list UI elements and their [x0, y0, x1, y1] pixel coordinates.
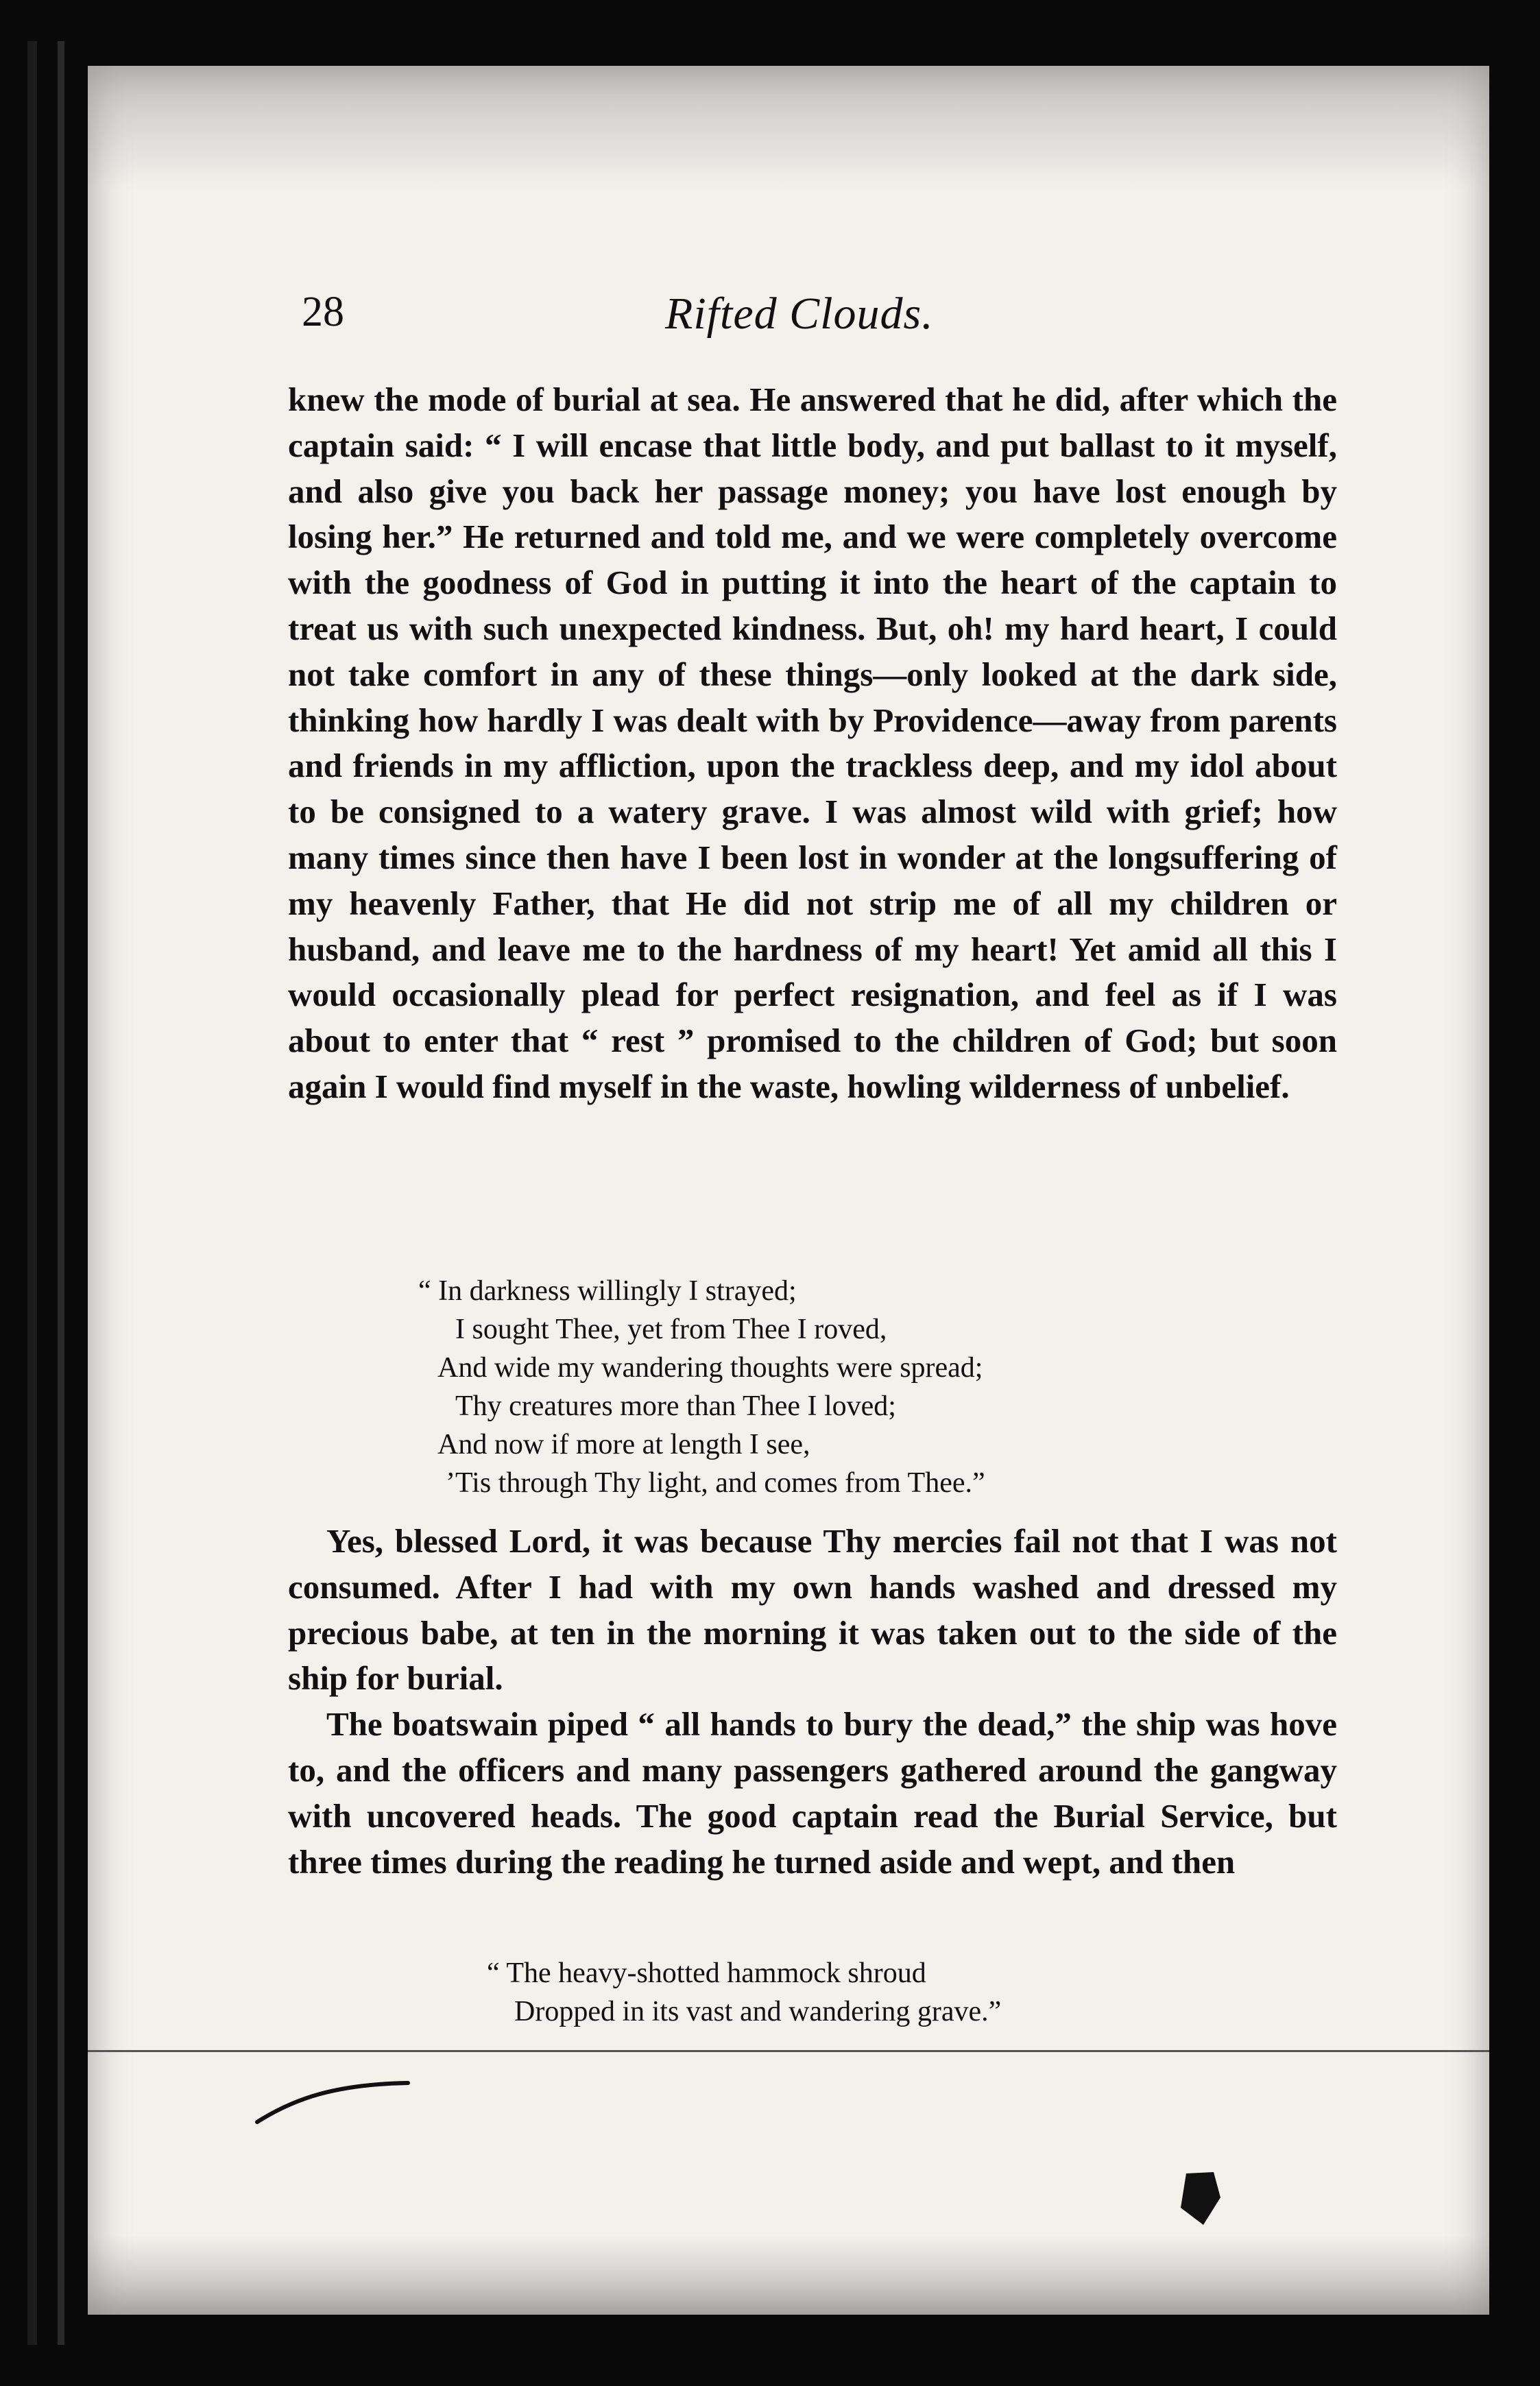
ink-blot-mark — [1172, 2167, 1227, 2228]
body-text-bottom — [288, 1519, 1337, 1885]
scan-shadow-top — [88, 66, 1489, 189]
verse-quotation-closing — [487, 1954, 1172, 2031]
page-number: 28 — [302, 289, 344, 335]
verse-line: Dropped in its vast and wandering grave.” — [514, 1996, 1002, 2027]
verse-line: And wide my wandering thoughts were spread; — [437, 1352, 983, 1384]
body-text-top — [288, 377, 1337, 1110]
verse-line: And now if more at length I see, — [437, 1429, 810, 1460]
scan-edge-line — [88, 2050, 1489, 2052]
paragraph: Yes, blessed Lord, it was because Thy mercies fail not that I was not consumed. After I had with my own hands washed and dressed my precious babe, at ten in the morning it was taken out to the side of the ship for burial. — [288, 1522, 1337, 1698]
verse-line: “ In darkness willingly I strayed; — [418, 1275, 797, 1307]
book-spine-edge-inner — [58, 41, 64, 2345]
book-spine-edge — [27, 41, 37, 2345]
verse-quotation — [418, 1272, 1241, 1502]
verse-line: “ The heavy-shotted hammock shroud — [487, 1957, 926, 1989]
paragraph: knew the mode of burial at sea. He answered that he did, after which the captain said: “ I will encase that little body, and put ballast to it myself, and also give you back her passage money; you have lost enough by losing her.” He returned and told me, and we were completely overcome with the goodness of God in putting it into the heart of the captain to treat us with such unexpected kindness. But, oh! my hard heart, I could not take comfort in any of these things—only looked at the dark side, thinking how hardly I was dealt with by Providence—away from parents and friends in my affliction, upon the trackless deep, and my idol about to be consigned to a watery grave. I was almost wild with grief; how many times since then have I been lost in wonder at the longsuffering of my heavenly Father, that He did not strip me of all my children or husband, and leave me to the hardness of my heart! Yet amid all this I would occasionally plead for perfect resignation, and feel as if I was about to enter that “ rest ” promised to the children of God; but soon again I would find myself in the waste, howling wilderness of unbelief. — [288, 381, 1337, 1105]
verse-line: Thy creatures more than Thee I loved; — [455, 1390, 896, 1422]
page-header — [302, 288, 1056, 357]
verse-line: I sought Thee, yet from Thee I roved, — [455, 1314, 887, 1345]
ink-flourish-mark — [254, 2057, 411, 2132]
scan-shadow-bottom — [88, 2235, 1489, 2315]
paragraph: The boatswain piped “ all hands to bury the dead,” the ship was hove to, and the officers and many passengers gathered around the gangway with uncovered heads. The good captain read the Burial Service, but three times during the reading he turned aside and wept, and then — [288, 1705, 1337, 1881]
verse-line: ’Tis through Thy light, and comes from Thee.” — [446, 1467, 985, 1499]
running-head: Rifted Clouds. — [665, 289, 934, 339]
